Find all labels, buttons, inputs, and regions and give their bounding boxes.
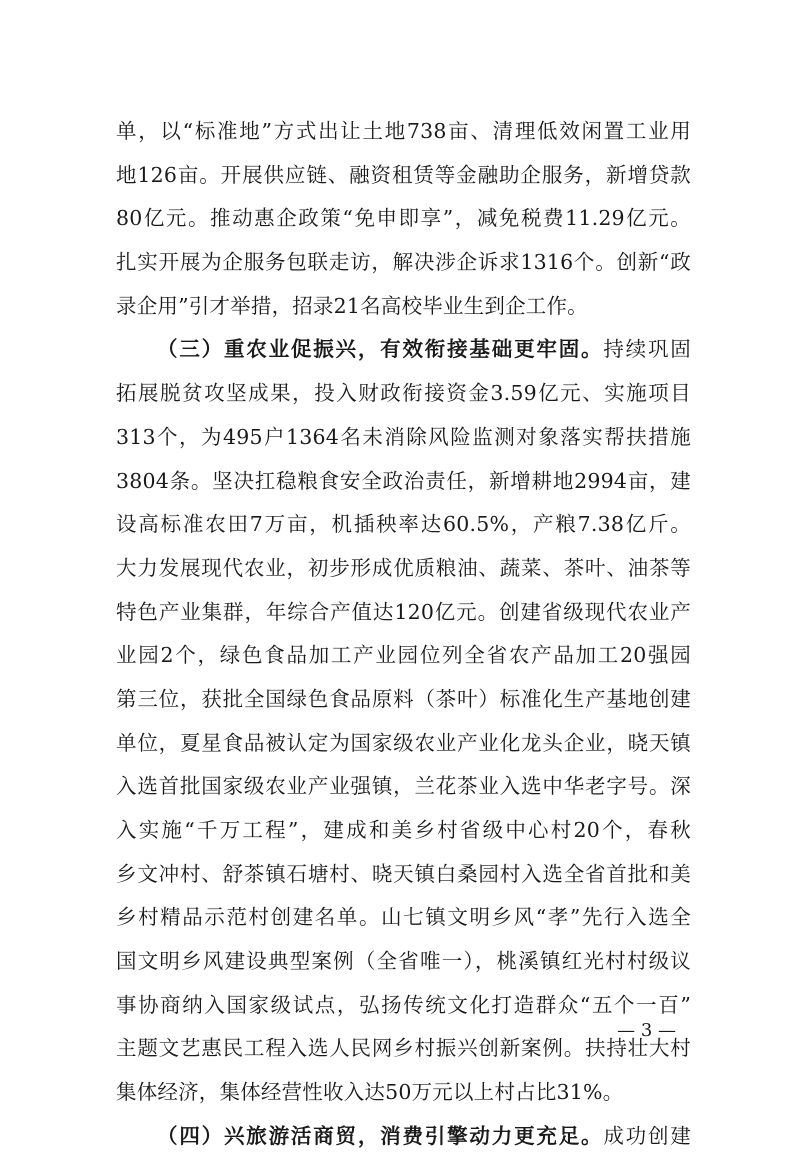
text-run: 成功创建 — [603, 1123, 691, 1148]
text-line: 80亿元。推动惠企政策“免申即享”，减免税费11.29亿元。 — [116, 206, 691, 231]
text-line: 扎实开展为企服务包联走访，解决涉企诉求1316个。创新“政 — [116, 250, 691, 275]
text-line: 业园2个，绿色食品加工产业园位列全省农产品加工20强园 — [116, 643, 691, 668]
text-line: 第三位，获批全国绿色食品原料（茶叶）标准化生产基地创建 — [116, 686, 691, 711]
text-line: 事协商纳入国家级试点，弘扬传统文化打造群众“五个一百” — [116, 992, 691, 1017]
section-heading-4: （四）兴旅游活商贸，消费引擎动力更充足。 — [157, 1123, 604, 1148]
text-line: 入选首批国家级农业产业强镇，兰花茶业入选中华老字号。深 — [116, 774, 691, 799]
text-line: 拓展脱贫攻坚成果，投入财政衔接资金3.59亿元、实施项目 — [116, 381, 691, 406]
text-line: 特色产业集群，年综合产值达120亿元。创建省级现代农业产 — [116, 599, 691, 624]
text-line: 单，以“标准地”方式出让土地738亩、清理低效闲置工业用 — [116, 119, 691, 143]
text-line: 国文明乡风建设典型案例（全省唯一），桃溪镇红光村村级议 — [116, 949, 691, 974]
text-line: 入实施“千万工程”，建成和美乡村省级中心村20个，春秋 — [116, 818, 691, 842]
text-line: 乡村精品示范村创建名单。山七镇文明乡风“孝”先行入选全 — [116, 905, 691, 930]
section-heading-line — [116, 328, 691, 372]
section-heading-line — [116, 1115, 691, 1159]
text-line: 地126亩。开展供应链、融资租赁等金融助企服务，新增贷款 — [116, 162, 691, 187]
section-heading-3: （三）重农业促振兴，有效衔接基础更牢固。 — [157, 337, 604, 362]
text-run: 持续巩固 — [603, 337, 691, 362]
text-line: 乡文冲村、舒茶镇石塘村、晓天镇白桑园村入选全省首批和美 — [116, 861, 691, 886]
text-line: 单位，夏星食品被认定为国家级农业产业化龙头企业，晓天镇 — [116, 730, 691, 755]
text-line: 3804条。坚决扛稳粮食安全政治责任，新增耕地2994亩，建 — [116, 468, 691, 493]
page-number: — 3 — — [617, 1020, 676, 1041]
text-line: 主题文艺惠民工程入选人民网乡村振兴创新案例。扶持壮大村 — [116, 1036, 691, 1061]
text-line: 集体经济，集体经营性收入达50万元以上村占比31%。 — [116, 1080, 624, 1105]
text-line: 录企用”引才举措，招录21名高校毕业生到企工作。 — [116, 293, 588, 318]
text-line: 313个，为495户1364名未消除风险监测对象落实帮扶措施 — [116, 424, 691, 449]
text-line: 设高标准农田7万亩，机插秧率达60.5%，产粮7.38亿斤。 — [116, 512, 691, 537]
text-line: 大力发展现代农业，初步形成优质粮油、蔬菜、茶叶、油茶等 — [116, 555, 691, 580]
body-text — [116, 110, 691, 1159]
